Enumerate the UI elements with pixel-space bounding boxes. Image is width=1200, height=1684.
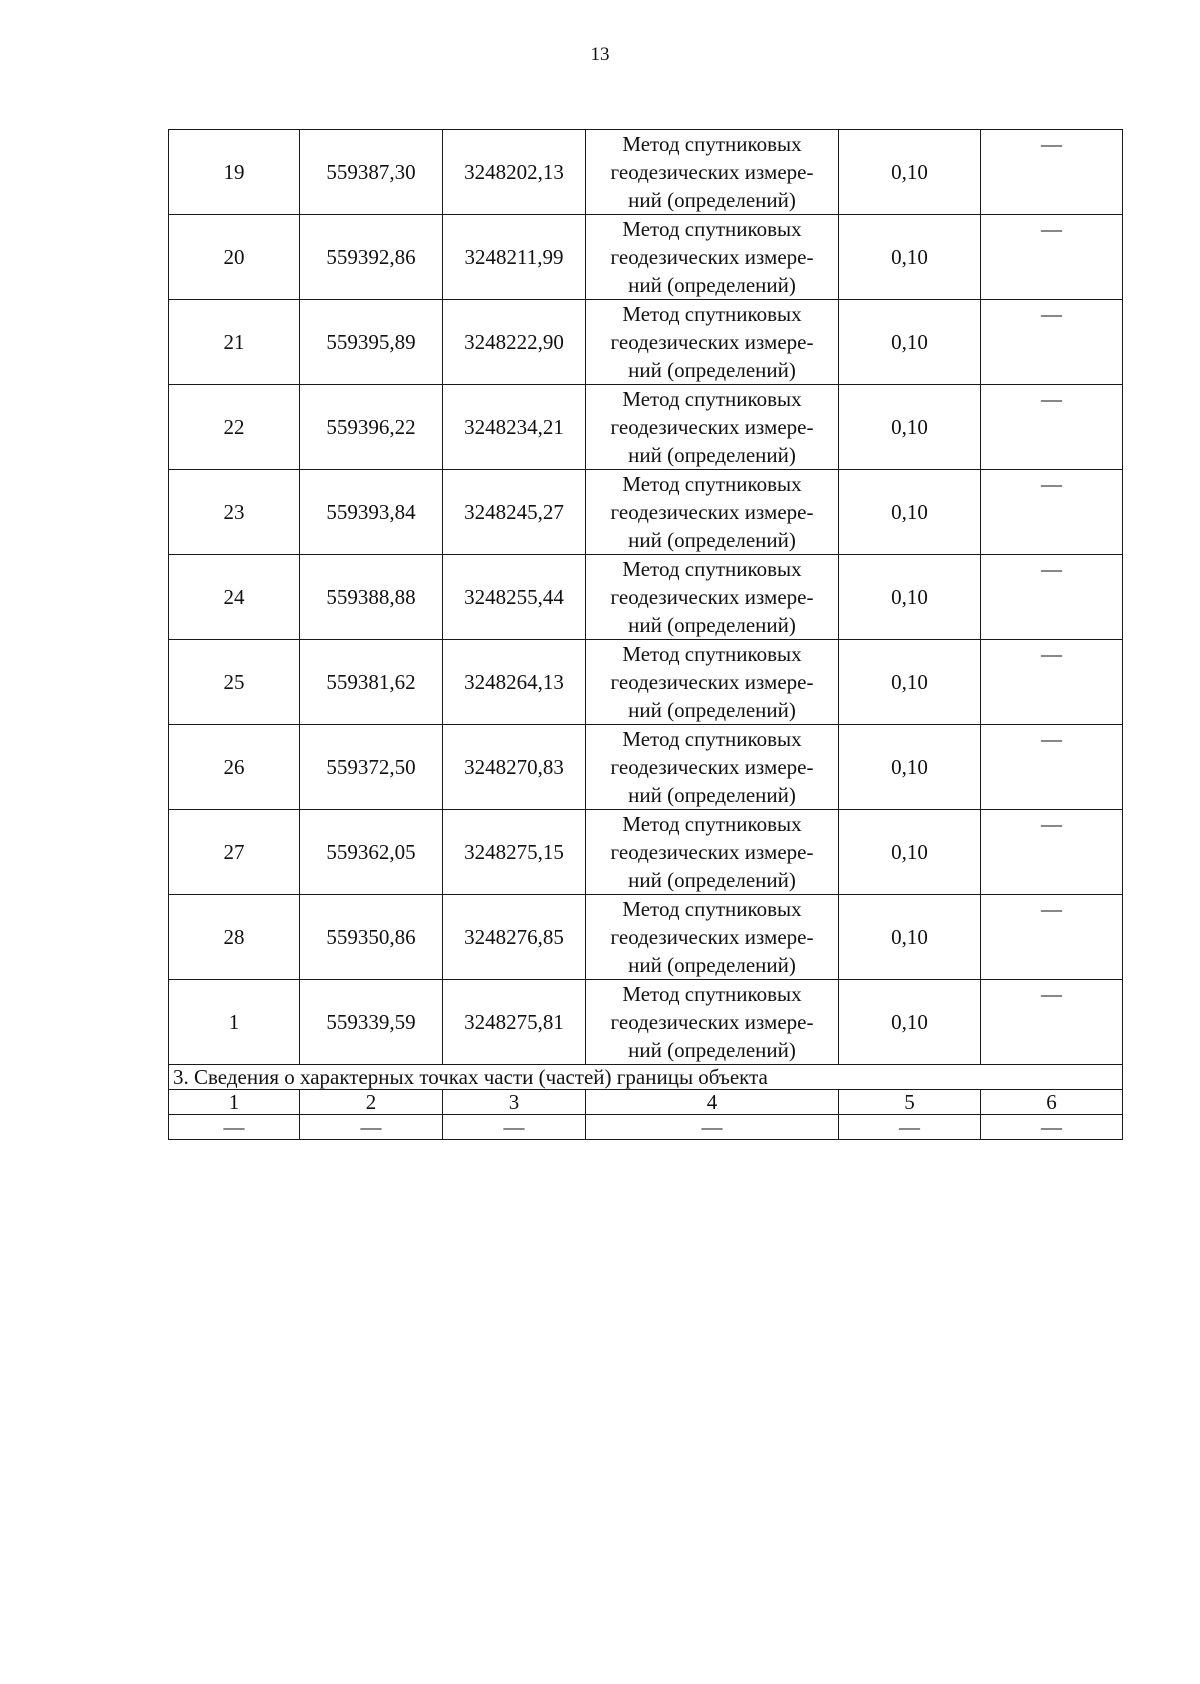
method-cell [586,470,839,555]
point-number: 23 [169,470,300,555]
coord-y: 3248234,21 [443,385,586,470]
method-line: ний (определений) [628,698,796,722]
note-cell [981,810,1123,895]
coord-x: 559339,59 [300,980,443,1065]
coord-y: 3248276,85 [443,895,586,980]
method-line: геодезических измере- [610,160,814,184]
method-line: Метод спутниковых [622,557,802,581]
note-cell [981,300,1123,385]
column-numbers-row [169,1090,1123,1115]
method-line: геодезических измере- [610,585,814,609]
table-row [169,810,1123,895]
point-number: 19 [169,130,300,215]
method-cell [586,980,839,1065]
method-cell [586,385,839,470]
empty-value: — [443,1115,586,1140]
note-cell [981,385,1123,470]
point-number: 20 [169,215,300,300]
note-cell [981,555,1123,640]
column-number: 2 [300,1090,443,1115]
note-cell [981,640,1123,725]
method-cell [586,895,839,980]
point-number: 27 [169,810,300,895]
note-dash: — [1041,557,1062,581]
method-line: геодезических измере- [610,500,814,524]
method-line: Метод спутниковых [622,302,802,326]
method-line: ний (определений) [628,443,796,467]
coord-x: 559381,62 [300,640,443,725]
method-line: геодезических измере- [610,330,814,354]
note-dash: — [1041,302,1062,326]
method-line: Метод спутниковых [622,812,802,836]
note-dash: — [1041,727,1062,751]
column-number: 5 [839,1090,981,1115]
coord-y: 3248275,15 [443,810,586,895]
note-cell [981,470,1123,555]
column-number: 4 [586,1090,839,1115]
coord-x: 559388,88 [300,555,443,640]
method-line: ний (определений) [628,1038,796,1062]
section-3-title: 3. Сведения о характерных точках части (частей) границы объекта [169,1065,1123,1090]
method-line: ний (определений) [628,273,796,297]
note-dash: — [1041,387,1062,411]
table-row [169,640,1123,725]
method-cell [586,810,839,895]
coord-x: 559350,86 [300,895,443,980]
point-number: 22 [169,385,300,470]
note-cell [981,215,1123,300]
table-row [169,725,1123,810]
method-cell [586,300,839,385]
table-row [169,980,1123,1065]
accuracy: 0,10 [839,300,981,385]
note-dash: — [1041,472,1062,496]
page-number: 13 [590,44,610,65]
accuracy: 0,10 [839,810,981,895]
method-line: геодезических измере- [610,840,814,864]
method-line: Метод спутниковых [622,387,802,411]
method-line: Метод спутниковых [622,217,802,241]
coord-y: 3248264,13 [443,640,586,725]
method-line: Метод спутниковых [622,727,802,751]
method-line: ний (определений) [628,953,796,977]
note-dash: — [1041,897,1062,921]
point-number: 25 [169,640,300,725]
coord-x: 559392,86 [300,215,443,300]
coord-y: 3248211,99 [443,215,586,300]
empty-value: — [839,1115,981,1140]
note-cell [981,895,1123,980]
method-line: Метод спутниковых [622,472,802,496]
note-dash: — [1041,132,1062,156]
accuracy: 0,10 [839,640,981,725]
coord-y: 3248245,27 [443,470,586,555]
coord-x: 559372,50 [300,725,443,810]
note-dash: — [1041,812,1062,836]
note-cell [981,725,1123,810]
empty-value: — [300,1115,443,1140]
method-line: ний (определений) [628,868,796,892]
coord-x: 559393,84 [300,470,443,555]
method-cell [586,555,839,640]
note-dash: — [1041,642,1062,666]
point-number: 28 [169,895,300,980]
accuracy: 0,10 [839,215,981,300]
accuracy: 0,10 [839,385,981,470]
method-line: Метод спутниковых [622,642,802,666]
coord-x: 559395,89 [300,300,443,385]
coord-y: 3248275,81 [443,980,586,1065]
empty-value: — [586,1115,839,1140]
coord-x: 559396,22 [300,385,443,470]
method-line: ний (определений) [628,783,796,807]
note-cell [981,130,1123,215]
column-number: 6 [981,1090,1123,1115]
empty-value: — [169,1115,300,1140]
coord-y: 3248202,13 [443,130,586,215]
note-dash: — [1041,217,1062,241]
method-line: ний (определений) [628,188,796,212]
point-number: 24 [169,555,300,640]
method-line: ний (определений) [628,613,796,637]
method-line: геодезических измере- [610,1010,814,1034]
table-row [169,470,1123,555]
method-cell [586,725,839,810]
point-number: 1 [169,980,300,1065]
note-cell [981,980,1123,1065]
table-row [169,130,1123,215]
coord-y: 3248270,83 [443,725,586,810]
table-row [169,555,1123,640]
accuracy: 0,10 [839,130,981,215]
method-line: Метод спутниковых [622,982,802,1006]
coordinates-table-body [169,130,1123,1140]
method-line: ний (определений) [628,358,796,382]
point-number: 26 [169,725,300,810]
table-row [169,895,1123,980]
method-line: геодезических измере- [610,925,814,949]
accuracy: 0,10 [839,470,981,555]
method-line: Метод спутниковых [622,897,802,921]
method-line: геодезических измере- [610,755,814,779]
coord-x: 559387,30 [300,130,443,215]
empty-values-row [169,1115,1123,1140]
table-row [169,385,1123,470]
empty-value: — [981,1115,1123,1140]
method-line: ний (определений) [628,528,796,552]
table-row [169,300,1123,385]
accuracy: 0,10 [839,555,981,640]
accuracy: 0,10 [839,725,981,810]
method-cell [586,640,839,725]
method-line: геодезических измере- [610,670,814,694]
table-row [169,215,1123,300]
method-line: геодезических измере- [610,245,814,269]
method-cell [586,130,839,215]
coordinates-table [168,129,1123,1140]
coord-x: 559362,05 [300,810,443,895]
coord-y: 3248255,44 [443,555,586,640]
point-number: 21 [169,300,300,385]
accuracy: 0,10 [839,980,981,1065]
coord-y: 3248222,90 [443,300,586,385]
method-line: геодезических измере- [610,415,814,439]
method-cell [586,215,839,300]
section-3-header [169,1065,1123,1090]
note-dash: — [1041,982,1062,1006]
column-number: 3 [443,1090,586,1115]
column-number: 1 [169,1090,300,1115]
accuracy: 0,10 [839,895,981,980]
method-line: Метод спутниковых [622,132,802,156]
